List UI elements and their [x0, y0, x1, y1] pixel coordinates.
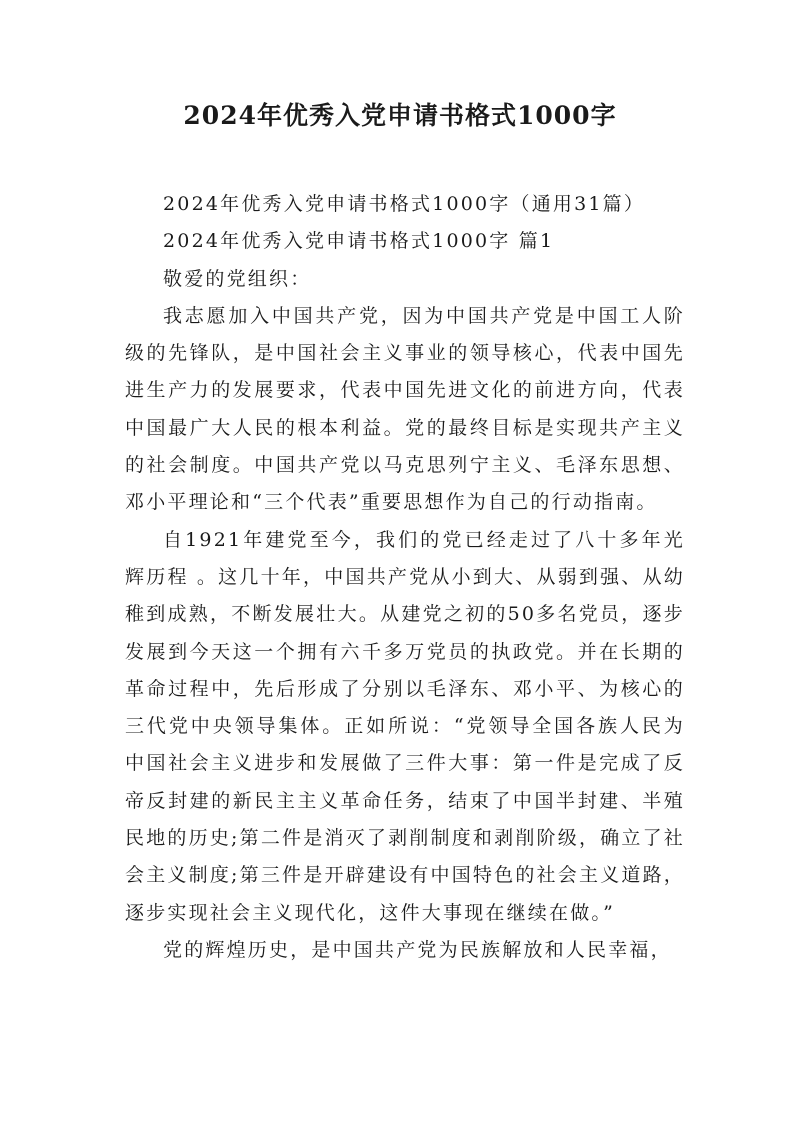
section-heading: 2024年优秀入党申请书格式1000字 篇1: [163, 230, 555, 253]
body-paragraph: 自1921年建党至今，我们的党已经走过了八十多年光辉历程 。这几十年，中国共产党从小到大、从弱到强、从幼稚到成熟，不断发展壮大。从建党之初的50多名党员，逐步发展到今天这一个拥有六千多万党员的执政党。并在长期的革命过程中，先后形成了分别以毛泽东、邓小平、为核心的三代党中央领导集体。正如所说：“党领导全国各族人民为中国社会主义进步和发展做了三件大事：第一件是完成了反帝反封建的新民主主义革命任务，结束了中国半封建、半殖民地的历史;第二件是消灭了剥削制度和剥削阶级，确立了社会主义制度;第三件是开辟建设有中国特色的社会主义道路，逐步实现社会主义现代化，这件大事现在继续在做。”: [125, 528, 685, 924]
document-body: [125, 186, 685, 969]
document-title: 2024年优秀入党申请书格式1000字: [183, 101, 617, 130]
body-paragraph: 党的辉煌历史，是中国共产党为民族解放和人民幸福，: [163, 938, 672, 961]
body-paragraph: 我志愿加入中国共产党，因为中国共产党是中国工人阶级的先锋队，是中国社会主义事业的领导核心，代表中国先进生产力的发展要求，代表中国先进文化的前进方向，代表中国最广大人民的根本利益。党的最终目标是实现共产主义的社会制度。中国共产党以马克思列宁主义、毛泽东思想、邓小平理论和“三个代表”重要思想作为自己的行动指南。: [125, 304, 685, 514]
salutation: 敬爱的党组织：: [163, 267, 312, 290]
subtitle-line: 2024年优秀入党申请书格式1000字（通用31篇）: [163, 193, 646, 215]
